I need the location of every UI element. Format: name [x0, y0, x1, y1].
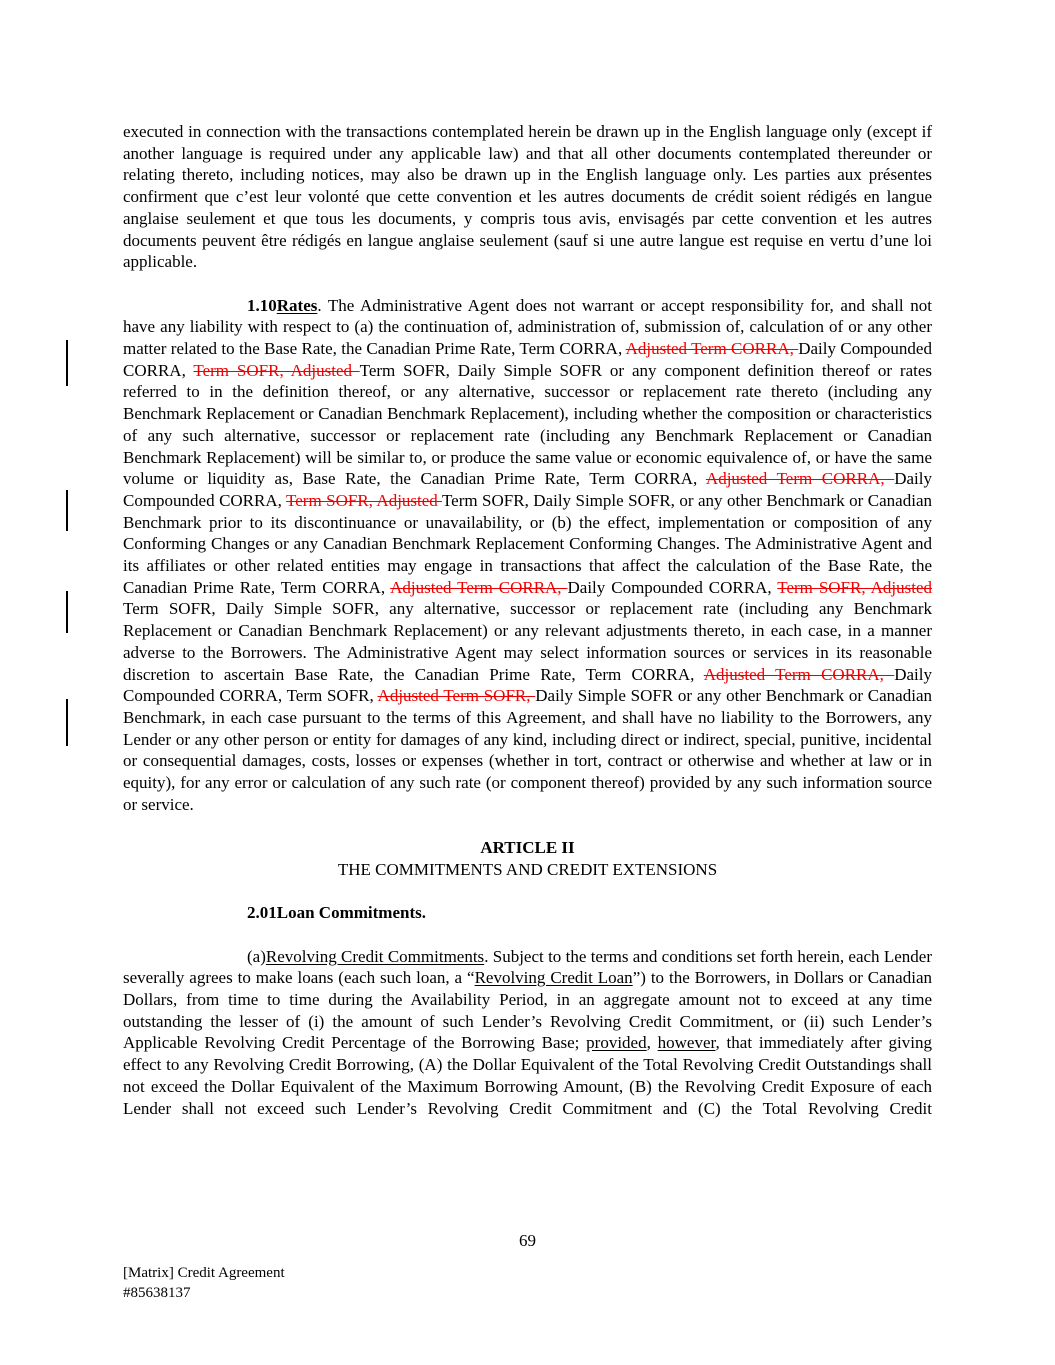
deleted-text: Adjusted Term SOFR,	[377, 686, 536, 706]
proviso-term: provided	[586, 1033, 647, 1053]
deleted-text: Adjusted Term CORRA,	[390, 577, 568, 597]
clause-letter: (a)	[247, 946, 266, 966]
change-bar	[66, 340, 68, 386]
section-number: 1.10	[247, 295, 277, 315]
change-bar	[66, 490, 68, 531]
body-text: Term SOFR, Daily Simple SOFR or any component definition thereof or rates referred to in the definition thereof, or any alternative, successor or replacement rate thereto (including any Benchmark Replacement or Canadian Benchmark Replacement), including whether the composition or characteristics of any such alternative, successor or replacement rate (including any Benchmark Replacement or Canadian Benchmark Replacement) will be similar to, or produce the same value or economic equivalence of, or have the same volume or liquidity as, Base Rate, the Canadian Prime Rate, Term CORRA,	[123, 360, 932, 489]
body-text: ,	[646, 1033, 658, 1053]
clause-heading: Revolving Credit Commitments	[265, 946, 485, 966]
article-2-subtitle: THE COMMITMENTS AND CREDIT EXTENSIONS	[337, 859, 718, 879]
paragraph-language-continuation	[123, 121, 932, 273]
body-text: Daily Compounded CORRA,	[123, 339, 932, 380]
deleted-text: Term SOFR, Adjusted	[193, 360, 360, 380]
deleted-text: Term SOFR, Adjusted	[777, 577, 932, 597]
body-text: executed in connection with the transactions contemplated herein be drawn up in the English language only (except if another language is required under any applicable law) and that all other documents contemplated thereunder or relating thereto, including notices, may also be drawn up in the English language only. Les parties aux présentes confirment que c’est leur volonté que cette convention et les autres documents de crédit soient rédigés en langue anglaise seulement et que tous les documents, y compris tous avis, envisagés par cette convention et les autres documents peuvent être rédigés en langue anglaise seulement (sauf si une autre langue est requise en vertu d’une loi applicable.	[123, 122, 932, 272]
page-number: 69	[519, 1231, 536, 1250]
body-text: , that immediately after giving effect to any Revolving Credit Borrowing, (A) the Dollar Equivalent of the Total Revolving Credit Outstandings shall not exceed the Dollar Equivalent of the Maximum Borrowing Amount, (B) the Revolving Credit Exposure of each Lender shall not exceed such Lender’s Revolving Credit Commitment and (C) the Total Revolving Credit	[123, 1033, 932, 1118]
section-1-10-rates-paragraph	[123, 295, 932, 816]
change-bar	[66, 699, 68, 746]
body-text: . The Administrative Agent does not warrant or accept responsibility for, and shall not have any liability with respect to (a) the continuation of, administration of, submission of, calculation of or any other matter related to the Base Rate, the Canadian Prime Rate, Term CORRA,	[123, 295, 932, 359]
deleted-text: Adjusted Term CORRA,	[705, 469, 895, 489]
defined-term: Revolving Credit Loan	[474, 968, 633, 988]
body-text: Term SOFR, Daily Simple SOFR, or any other Benchmark or Canadian Benchmark prior to its discontinuance or unavailability, or (b) the effect, implementation or composition of any Conforming Changes or any Canadian Benchmark Replacement Conforming Changes. The Administrative Agent and its affiliates or other related entities may engage in transactions that affect the calculation of the Base Rate, the Canadian Prime Rate, Term CORRA,	[123, 490, 933, 597]
paragraph-revolving-credit-commitments	[123, 946, 932, 1120]
body-text: Daily Compounded CORRA,	[567, 577, 778, 597]
body-text: ”) to the Borrowers, in Dollars or Canadian Dollars, from time to time during the Availability Period, in an aggregate amount not to exceed at any time outstanding the lesser of (i) the amount of such Lender’s Revolving Credit Commitment, or (ii) such Lender’s Applicable Revolving Credit Percentage of the Borrowing Base;	[123, 968, 932, 1053]
article-2-title: ARTICLE II	[480, 838, 575, 858]
body-text: Daily Simple SOFR or any other Benchmark or Canadian Benchmark, in each case pursuant to the terms of this Agreement, and shall have no liability to the Borrowers, any Lender or any other person or entity for damages of any kind, including direct or indirect, special, punitive, incidental or consequential damages, costs, losses or expenses (whether in tort, contract or otherwise and whether at law or in equity), for any error or calculation of any such rate (or component thereof) provided by any such information source or service.	[123, 686, 932, 814]
body-text: Term SOFR, Daily Simple SOFR, any alternative, successor or replacement rate (including any Benchmark Replacement or Canadian Benchmark Replacement) or any relevant adjustments thereto, in each case, in a manner adverse to the Borrowers. The Administrative Agent may select information sources or services in its reasonable discretion to ascertain Base Rate, the Canadian Prime Rate, Term CORRA,	[123, 599, 932, 684]
section-2-01-heading	[123, 902, 932, 924]
page-footer	[123, 1263, 285, 1303]
section-heading: Loan Commitments.	[276, 903, 426, 923]
body-text: . Subject to the terms and conditions set forth herein, each Lender severally agrees to make loans (each such loan, a “	[123, 946, 932, 988]
proviso-term: however	[657, 1033, 716, 1053]
body-text: Daily Compounded CORRA, Term SOFR,	[123, 664, 932, 706]
section-number: 2.01	[247, 903, 277, 923]
deleted-text: Adjusted Term CORRA,	[703, 664, 895, 684]
footer-doc-id: #85638137	[123, 1285, 191, 1301]
footer-doc-name: [Matrix] Credit Agreement	[123, 1265, 285, 1281]
deleted-text: Term SOFR, Adjusted	[286, 490, 442, 510]
page-content	[123, 121, 932, 1119]
deleted-text: Adjusted Term CORRA,	[625, 339, 799, 359]
change-bar	[66, 591, 68, 633]
section-heading: Rates	[276, 295, 318, 315]
body-text: Daily Compounded CORRA,	[123, 469, 933, 510]
